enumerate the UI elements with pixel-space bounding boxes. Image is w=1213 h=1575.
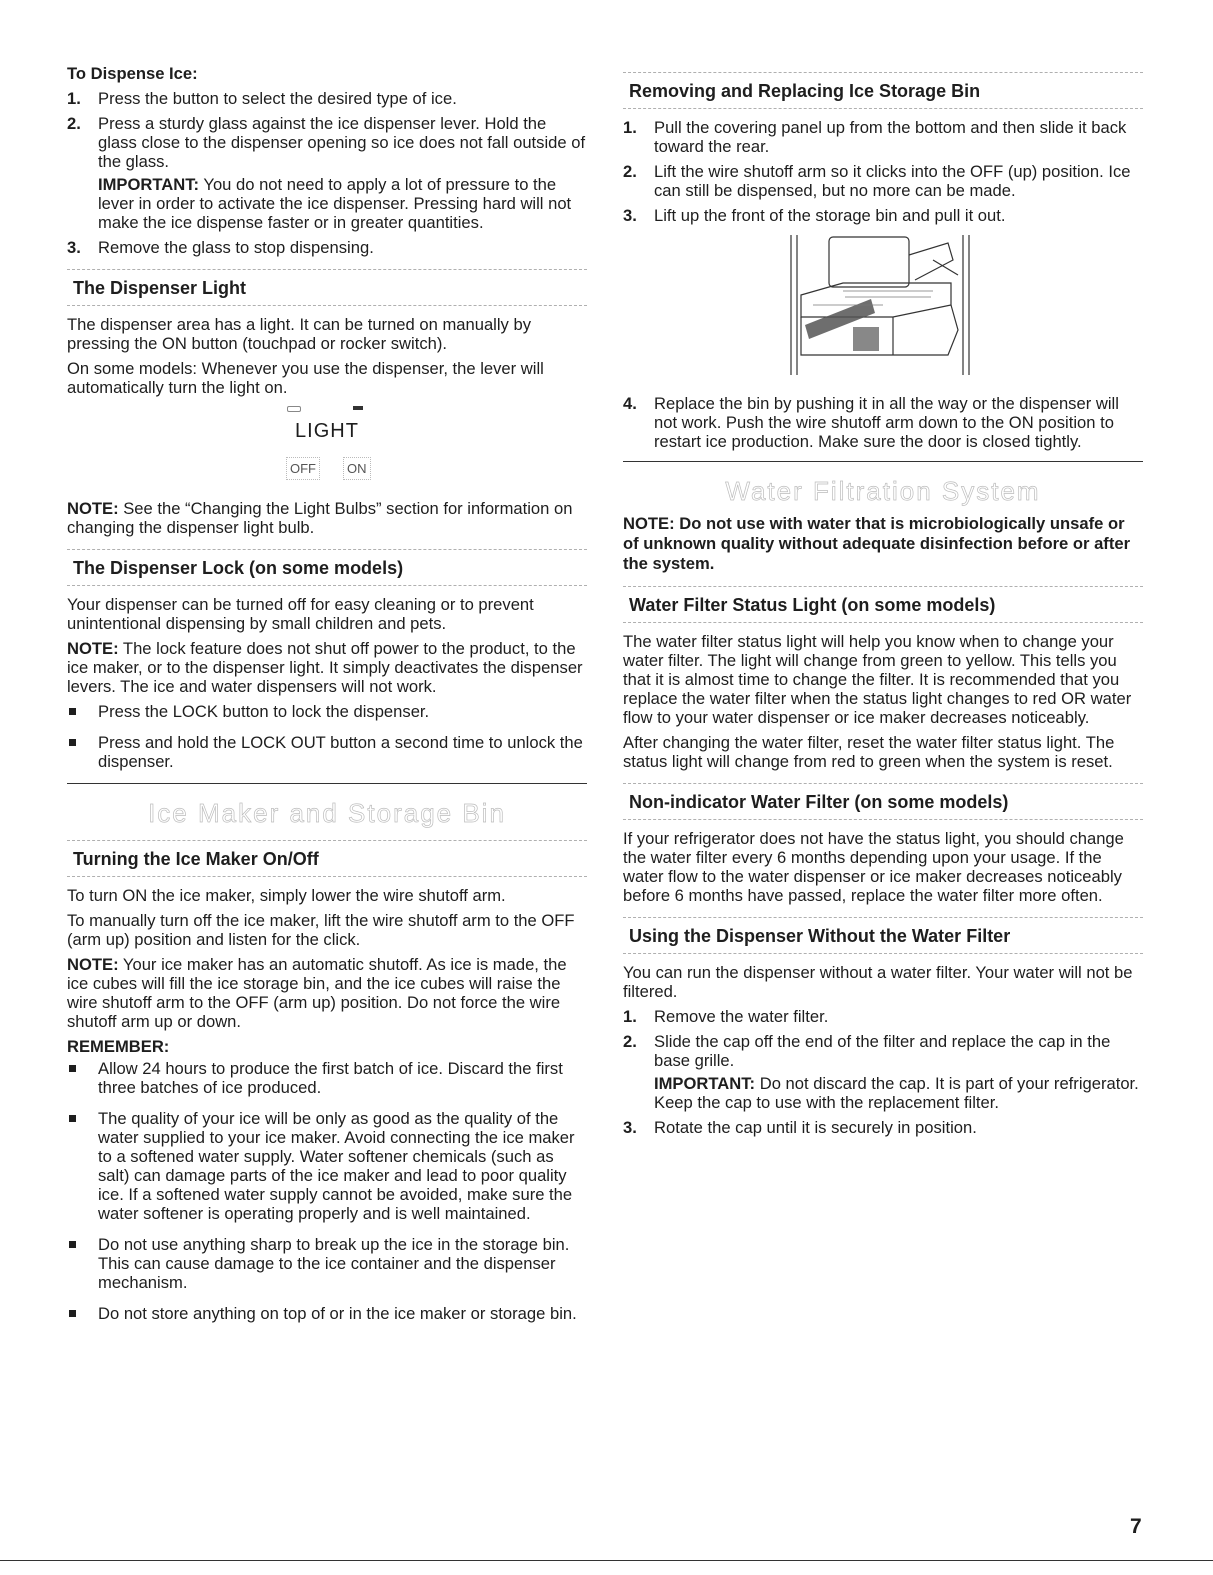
note-text: Your ice maker has an automatic shutoff. As ice is made, the ice cubes will fill the ice storage bin, and the ice cubes will raise the wire shutoff arm to the OFF (arm up) position. Do not force the wire shutoff arm up or down. — [67, 955, 567, 1031]
step-text: Lift up the front of the storage bin and pull it out. — [654, 206, 1006, 225]
remember-bullets — [67, 1059, 587, 1323]
list-item — [67, 1304, 587, 1323]
bullet-text: Do not store anything on top of or in the ice maker or storage bin. — [98, 1304, 577, 1323]
list-item — [67, 114, 587, 232]
section-divider — [67, 783, 587, 784]
without-filter-heading-box — [623, 917, 1143, 954]
note-text: See the “Changing the Light Bulbs” section for information on changing the dispenser light bulb. — [67, 499, 573, 537]
storage-bin-heading: Removing and Replacing Ice Storage Bin — [629, 81, 981, 101]
step-number: 2. — [67, 114, 81, 133]
list-item — [623, 1118, 1143, 1137]
step-text: Lift the wire shutoff arm so it clicks into the OFF (up) position. Ice can still be dispensed, but no more can be made. — [654, 162, 1131, 200]
right-column — [623, 64, 1143, 1143]
dispense-ice-steps — [67, 89, 587, 257]
list-item — [67, 733, 587, 771]
step-text: Press a sturdy glass against the ice dispenser lever. Hold the glass close to the dispenser opening so ice does not fall outside of the glass. — [98, 114, 586, 171]
ice-maker-p1: To turn ON the ice maker, simply lower the wire shutoff arm. — [67, 886, 506, 905]
dispenser-light-p2: On some models: Whenever you use the dispenser, the lever will automatically turn the light on. — [67, 359, 544, 397]
list-item — [67, 702, 587, 721]
dispenser-lock-p1: Your dispenser can be turned off for easy cleaning or to prevent unintentional dispensing by small children and pets. — [67, 595, 534, 633]
step-text: Remove the water filter. — [654, 1007, 829, 1026]
without-filter-p1: You can run the dispenser without a water filter. Your water will not be filtered. — [623, 963, 1133, 1001]
step-number: 2. — [623, 162, 637, 181]
remember-label: REMEMBER: — [67, 1037, 170, 1056]
ice-maker-p2: To manually turn off the ice maker, lift the wire shutoff arm to the OFF (arm up) position and listen for the click. — [67, 911, 575, 949]
step-number: 1. — [623, 1007, 637, 1026]
non-indicator-heading: Non-indicator Water Filter (on some models) — [629, 792, 1009, 812]
note-label: NOTE: — [67, 639, 119, 658]
list-item — [67, 1109, 587, 1223]
status-light-heading-box — [623, 586, 1143, 623]
storage-bin-step-4 — [623, 394, 1143, 451]
list-item — [623, 394, 1143, 451]
step-number: 1. — [67, 89, 81, 108]
bullet-square-icon — [69, 708, 76, 715]
status-light-p1: The water filter status light will help you know when to change your water filter. The light will change from green to yellow. This tells you that it is almost time to change the filter. It is recommended that you replace the water filter when the status light changes to red OR water flow to your water dispenser or ice maker decreases noticeably. — [623, 632, 1132, 727]
list-item — [67, 238, 587, 257]
without-filter-heading: Using the Dispenser Without the Water Filter — [629, 926, 1011, 946]
storage-bin-steps — [623, 118, 1143, 225]
step-text: Slide the cap off the end of the filter and replace the cap in the base grille. — [654, 1032, 1111, 1070]
important-text: Do not discard the cap. It is part of your refrigerator. Keep the cap to use with the replacement filter. — [654, 1074, 1139, 1112]
light-on-label: ON — [343, 457, 371, 480]
important-text: You do not need to apply a lot of pressure to the lever in order to activate the ice dispenser. Pressing hard will not make the ice dispense faster or in greater quantities. — [98, 175, 572, 232]
storage-bin-heading-box — [623, 72, 1143, 109]
dispenser-light-heading-box — [67, 269, 587, 306]
dispense-ice-title: To Dispense Ice: — [67, 64, 198, 83]
step-number: 3. — [623, 206, 637, 225]
page-number: 7 — [1130, 1515, 1142, 1538]
list-item — [623, 118, 1143, 156]
important-note — [98, 175, 587, 232]
section-title-ice-maker: Ice Maker and Storage Bin — [148, 798, 506, 828]
list-item — [623, 1007, 1143, 1026]
step-text: Pull the covering panel up from the bottom and then slide it back toward the rear. — [654, 118, 1127, 156]
list-item — [67, 89, 587, 108]
step-text: Rotate the cap until it is securely in position. — [654, 1118, 977, 1137]
section-title-water-filtration: Water Filtration System — [725, 476, 1041, 506]
bullet-text: Do not use anything sharp to break up the ice in the storage bin. This can cause damage to the ice container and the dispenser mechanism. — [98, 1235, 570, 1292]
step-text: Press the button to select the desired type of ice. — [98, 89, 457, 108]
left-column — [67, 64, 587, 1335]
list-item — [67, 1059, 587, 1097]
light-off-label: OFF — [286, 457, 320, 480]
dispenser-light-note — [67, 499, 587, 537]
status-light-heading: Water Filter Status Light (on some models) — [629, 595, 996, 615]
dispenser-light-p1: The dispenser area has a light. It can be turned on manually by pressing the ON button (touchpad or rocker switch). — [67, 315, 531, 353]
ice-storage-bin-illustration — [783, 235, 983, 380]
bullet-square-icon — [69, 1115, 76, 1122]
status-light-p2: After changing the water filter, reset the water filter status light. The status light will change from red to green when the system is reset. — [623, 733, 1115, 771]
light-label: LIGHT — [295, 420, 359, 442]
list-item — [67, 1235, 587, 1292]
note-label: NOTE: — [67, 499, 119, 518]
bullet-text: The quality of your ice will be only as good as the quality of the water supplied to your ice maker. Avoid connecting the ice maker to a softened water supply. Water softener chemicals (such as salt) can damage parts of the ice maker and lead to poor quality ice. If a softened water supply cannot be avoided, make sure the water softener is operating properly and is well maintained. — [98, 1109, 575, 1223]
without-filter-steps — [623, 1007, 1143, 1137]
ice-maker-note — [67, 955, 587, 1031]
bullet-square-icon — [69, 1241, 76, 1248]
bullet-text: Press and hold the LOCK OUT button a second time to unlock the dispenser. — [98, 733, 583, 771]
step-number: 3. — [67, 238, 81, 257]
step-number: 4. — [623, 394, 637, 413]
dispenser-lock-heading: The Dispenser Lock (on some models) — [73, 558, 404, 578]
non-indicator-p1: If your refrigerator does not have the status light, you should change the water filter every 6 months depending upon your usage. If the water flow to the water dispenser or ice maker decreases noticeably before 6 months have passed, replace the water filter more often. — [623, 829, 1124, 905]
list-item — [623, 162, 1143, 200]
bullet-text: Press the LOCK button to lock the dispenser. — [98, 702, 430, 721]
ice-maker-heading: Turning the Ice Maker On/Off — [73, 849, 319, 869]
dispenser-lock-heading-box — [67, 549, 587, 586]
dispenser-lock-note — [67, 639, 587, 696]
dispenser-light-heading: The Dispenser Light — [73, 278, 247, 298]
dispenser-lock-bullets — [67, 702, 587, 771]
light-on-symbol-icon — [353, 406, 363, 410]
bullet-square-icon — [69, 1310, 76, 1317]
step-number: 2. — [623, 1032, 637, 1051]
step-text: Remove the glass to stop dispensing. — [98, 238, 374, 257]
step-number: 3. — [623, 1118, 637, 1137]
section-divider — [623, 461, 1143, 462]
light-switch-figure — [67, 403, 587, 485]
important-note — [654, 1074, 1143, 1112]
important-label: IMPORTANT: — [98, 175, 200, 194]
list-item — [623, 1032, 1143, 1112]
note-text: The lock feature does not shut off power to the product, to the ice maker, or to the dispenser light. It simply deactivates the dispenser levers. The ice and water dispensers will not work. — [67, 639, 583, 696]
ice-maker-heading-box — [67, 840, 587, 877]
bullet-text: Allow 24 hours to produce the first batch of ice. Discard the first three batches of ice produced. — [98, 1059, 563, 1097]
step-text: Replace the bin by pushing it in all the way or the dispenser will not work. Push the wire shutoff arm down to the ON position to restart ice production. Make sure the door is closed tightly. — [654, 394, 1119, 451]
list-item — [623, 206, 1143, 225]
non-indicator-heading-box — [623, 783, 1143, 820]
filtration-note: NOTE: Do not use with water that is microbiologically unsafe or of unknown quality without adequate disinfection before or after the system. — [623, 514, 1131, 573]
bullet-square-icon — [69, 1065, 76, 1072]
footer-rule — [0, 1560, 1213, 1561]
note-label: NOTE: — [67, 955, 119, 974]
important-label: IMPORTANT: — [654, 1074, 756, 1093]
light-off-symbol-icon — [287, 406, 301, 412]
step-number: 1. — [623, 118, 637, 137]
bullet-square-icon — [69, 739, 76, 746]
